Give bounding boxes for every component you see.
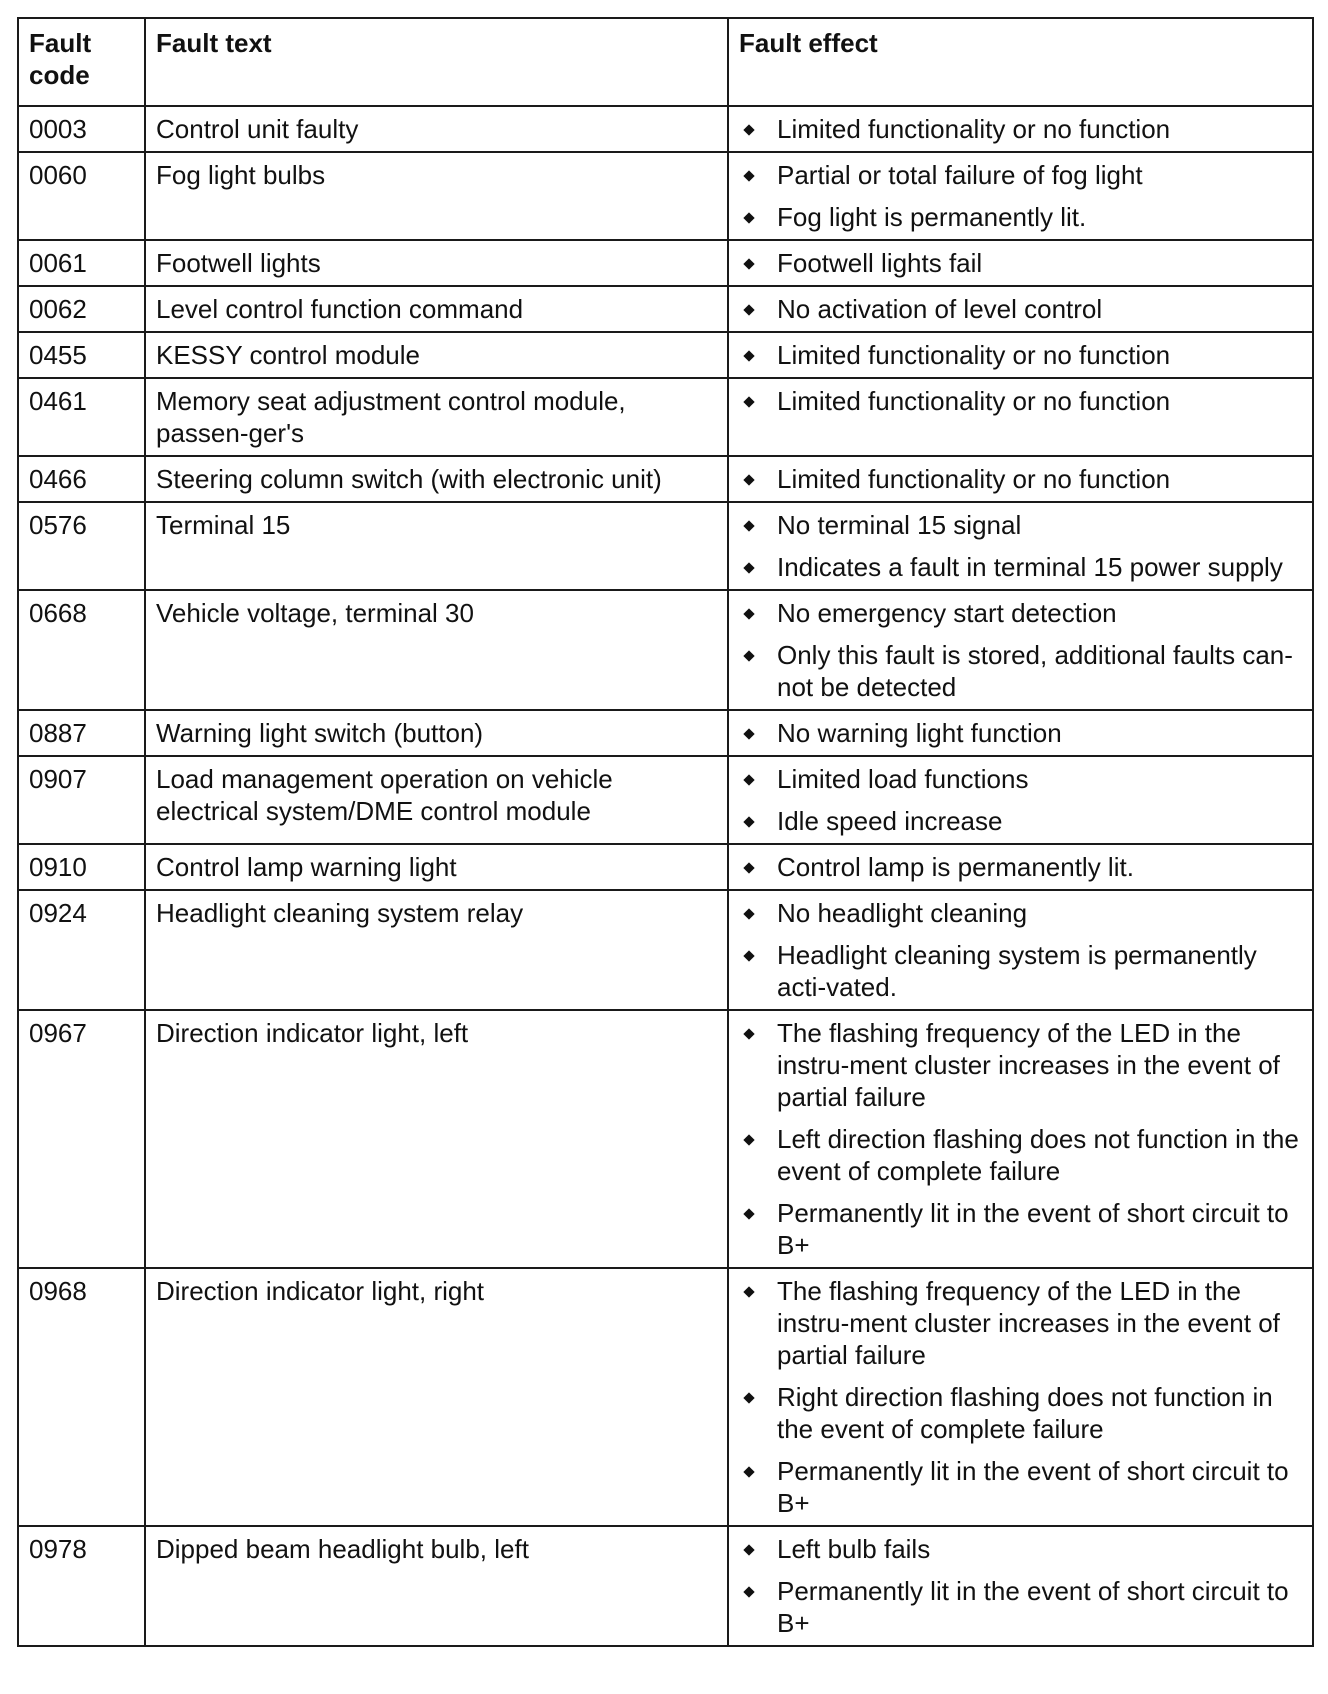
fault-code-cell: 0576 xyxy=(18,502,145,590)
fault-effect-item xyxy=(739,159,1302,191)
table-row xyxy=(18,106,1313,152)
fault-code-cell: 0003 xyxy=(18,106,145,152)
fault-effect-list xyxy=(739,463,1302,495)
fault-effect-list xyxy=(739,763,1302,837)
fault-effect-list xyxy=(739,597,1302,703)
fault-code-cell: 0887 xyxy=(18,710,145,756)
fault-effect-item xyxy=(739,1381,1302,1445)
fault-effect-cell xyxy=(728,590,1313,710)
diamond-bullet-icon xyxy=(743,212,754,223)
fault-effect-item xyxy=(739,763,1302,795)
fault-effect-cell xyxy=(728,1268,1313,1526)
fault-code-cell: 0978 xyxy=(18,1526,145,1646)
fault-text-cell: Direction indicator light, right xyxy=(145,1268,728,1526)
table-row xyxy=(18,590,1313,710)
fault-effect-text: Only this fault is stored, additional faults can-not be detected xyxy=(777,640,1293,702)
fault-effect-list xyxy=(739,159,1302,233)
fault-effect-cell xyxy=(728,106,1313,152)
fault-effect-item xyxy=(739,1197,1302,1261)
fault-effect-text: Fog light is permanently lit. xyxy=(777,202,1087,232)
fault-text-cell: Footwell lights xyxy=(145,240,728,286)
diamond-bullet-icon xyxy=(743,816,754,827)
fault-code-table xyxy=(17,17,1314,1647)
diamond-bullet-icon xyxy=(743,950,754,961)
fault-code-cell: 0062 xyxy=(18,286,145,332)
table-header-row xyxy=(18,18,1313,106)
fault-effect-item xyxy=(739,293,1302,325)
diamond-bullet-icon xyxy=(743,650,754,661)
fault-effect-item xyxy=(739,339,1302,371)
table-row xyxy=(18,1526,1313,1646)
fault-text-cell: Control unit faulty xyxy=(145,106,728,152)
diamond-bullet-icon xyxy=(743,258,754,269)
fault-effect-cell xyxy=(728,240,1313,286)
fault-text-cell: Warning light switch (button) xyxy=(145,710,728,756)
fault-effect-item xyxy=(739,1123,1302,1187)
diamond-bullet-icon xyxy=(743,1586,754,1597)
diamond-bullet-icon xyxy=(743,1544,754,1555)
fault-effect-text: Indicates a fault in terminal 15 power supply xyxy=(777,552,1283,582)
fault-code-cell: 0924 xyxy=(18,890,145,1010)
fault-effect-item xyxy=(739,597,1302,629)
fault-text-cell: Level control function command xyxy=(145,286,728,332)
fault-effect-item xyxy=(739,1575,1302,1639)
fault-code-cell: 0461 xyxy=(18,378,145,456)
fault-effect-cell xyxy=(728,332,1313,378)
fault-effect-item xyxy=(739,1533,1302,1565)
fault-effect-list xyxy=(739,509,1302,583)
diamond-bullet-icon xyxy=(743,1286,754,1297)
fault-text-cell: Terminal 15 xyxy=(145,502,728,590)
table-row xyxy=(18,378,1313,456)
fault-code-cell: 0968 xyxy=(18,1268,145,1526)
fault-text-cell: Fog light bulbs xyxy=(145,152,728,240)
fault-code-cell: 0967 xyxy=(18,1010,145,1268)
fault-effect-item xyxy=(739,805,1302,837)
fault-code-cell: 0466 xyxy=(18,456,145,502)
diamond-bullet-icon xyxy=(743,1392,754,1403)
fault-effect-list xyxy=(739,897,1302,1003)
fault-effect-list xyxy=(739,1275,1302,1519)
fault-effect-text: Left bulb fails xyxy=(777,1534,931,1564)
fault-effect-text: The flashing frequency of the LED in the instru-ment cluster increases in the event of partial failure xyxy=(777,1018,1280,1112)
column-header-fault-text: Fault text xyxy=(145,18,728,106)
fault-effect-item xyxy=(739,1017,1302,1113)
fault-effect-cell xyxy=(728,844,1313,890)
fault-effect-list xyxy=(739,247,1302,279)
fault-text-cell: Control lamp warning light xyxy=(145,844,728,890)
table-row xyxy=(18,890,1313,1010)
fault-effect-list xyxy=(739,293,1302,325)
table-row xyxy=(18,456,1313,502)
fault-effect-text: Permanently lit in the event of short circuit to B+ xyxy=(777,1456,1289,1518)
column-header-fault-effect: Fault effect xyxy=(728,18,1313,106)
fault-effect-list xyxy=(739,113,1302,145)
fault-effect-cell xyxy=(728,378,1313,456)
fault-effect-text: Footwell lights fail xyxy=(777,248,983,278)
table-row xyxy=(18,152,1313,240)
fault-effect-text: Control lamp is permanently lit. xyxy=(777,852,1134,882)
fault-effect-text: Limited load functions xyxy=(777,764,1029,794)
diamond-bullet-icon xyxy=(743,304,754,315)
fault-effect-item xyxy=(739,463,1302,495)
fault-effect-list xyxy=(739,385,1302,417)
fault-code-cell: 0060 xyxy=(18,152,145,240)
fault-effect-list xyxy=(739,851,1302,883)
diamond-bullet-icon xyxy=(743,170,754,181)
fault-effect-item xyxy=(739,939,1302,1003)
fault-effect-cell xyxy=(728,710,1313,756)
fault-text-cell: Load management operation on vehicle electrical system/DME control module xyxy=(145,756,728,844)
table-row xyxy=(18,756,1313,844)
table-row xyxy=(18,1010,1313,1268)
fault-effect-list xyxy=(739,1533,1302,1639)
diamond-bullet-icon xyxy=(743,350,754,361)
diamond-bullet-icon xyxy=(743,908,754,919)
fault-code-cell: 0907 xyxy=(18,756,145,844)
fault-effect-list xyxy=(739,1017,1302,1261)
fault-effect-item xyxy=(739,247,1302,279)
fault-text-cell: Direction indicator light, left xyxy=(145,1010,728,1268)
fault-code-cell: 0668 xyxy=(18,590,145,710)
fault-text-cell: KESSY control module xyxy=(145,332,728,378)
diamond-bullet-icon xyxy=(743,1208,754,1219)
fault-effect-text: No warning light function xyxy=(777,718,1062,748)
diamond-bullet-icon xyxy=(743,520,754,531)
fault-effect-text: No headlight cleaning xyxy=(777,898,1028,928)
diamond-bullet-icon xyxy=(743,728,754,739)
fault-effect-item xyxy=(739,385,1302,417)
fault-effect-item xyxy=(739,113,1302,145)
fault-effect-cell xyxy=(728,1010,1313,1268)
fault-code-cell: 0910 xyxy=(18,844,145,890)
fault-effect-text: Permanently lit in the event of short circuit to B+ xyxy=(777,1576,1289,1638)
fault-effect-text: Right direction flashing does not function in the event of complete failure xyxy=(777,1382,1273,1444)
fault-effect-cell xyxy=(728,890,1313,1010)
fault-text-cell: Memory seat adjustment control module, passen-ger's xyxy=(145,378,728,456)
table-row xyxy=(18,502,1313,590)
fault-effect-text: No activation of level control xyxy=(777,294,1103,324)
diamond-bullet-icon xyxy=(743,608,754,619)
fault-effect-text: Limited functionality or no function xyxy=(777,114,1171,144)
fault-text-cell: Headlight cleaning system relay xyxy=(145,890,728,1010)
fault-effect-list xyxy=(739,717,1302,749)
fault-effect-cell xyxy=(728,456,1313,502)
diamond-bullet-icon xyxy=(743,562,754,573)
fault-effect-item xyxy=(739,1455,1302,1519)
fault-effect-item xyxy=(739,897,1302,929)
fault-effect-item xyxy=(739,551,1302,583)
fault-effect-text: Idle speed increase xyxy=(777,806,1003,836)
fault-text-cell: Dipped beam headlight bulb, left xyxy=(145,1526,728,1646)
fault-effect-text: Headlight cleaning system is permanently acti-vated. xyxy=(777,940,1257,1002)
column-header-fault-code: Fault code xyxy=(18,18,145,106)
fault-code-cell: 0061 xyxy=(18,240,145,286)
fault-effect-item xyxy=(739,639,1302,703)
fault-effect-item xyxy=(739,717,1302,749)
fault-effect-list xyxy=(739,339,1302,371)
diamond-bullet-icon xyxy=(743,1134,754,1145)
fault-effect-cell xyxy=(728,756,1313,844)
table-row xyxy=(18,286,1313,332)
fault-effect-cell xyxy=(728,502,1313,590)
table-row xyxy=(18,240,1313,286)
fault-effect-cell xyxy=(728,286,1313,332)
fault-effect-text: Partial or total failure of fog light xyxy=(777,160,1143,190)
diamond-bullet-icon xyxy=(743,396,754,407)
fault-effect-text: No emergency start detection xyxy=(777,598,1117,628)
diamond-bullet-icon xyxy=(743,1466,754,1477)
fault-effect-item xyxy=(739,1275,1302,1371)
fault-effect-text: Limited functionality or no function xyxy=(777,386,1171,416)
fault-effect-text: Limited functionality or no function xyxy=(777,340,1171,370)
fault-effect-cell xyxy=(728,1526,1313,1646)
fault-effect-text: Left direction flashing does not function in the event of complete failure xyxy=(777,1124,1299,1186)
fault-code-cell: 0455 xyxy=(18,332,145,378)
fault-text-cell: Vehicle voltage, terminal 30 xyxy=(145,590,728,710)
fault-effect-text: Permanently lit in the event of short circuit to B+ xyxy=(777,1198,1289,1260)
fault-effect-text: No terminal 15 signal xyxy=(777,510,1022,540)
diamond-bullet-icon xyxy=(743,862,754,873)
table-row xyxy=(18,332,1313,378)
diamond-bullet-icon xyxy=(743,474,754,485)
table-row xyxy=(18,1268,1313,1526)
fault-effect-item xyxy=(739,851,1302,883)
fault-text-cell: Steering column switch (with electronic unit) xyxy=(145,456,728,502)
diamond-bullet-icon xyxy=(743,774,754,785)
fault-effect-text: The flashing frequency of the LED in the instru-ment cluster increases in the event of partial failure xyxy=(777,1276,1280,1370)
table-body xyxy=(18,106,1313,1646)
fault-effect-item xyxy=(739,509,1302,541)
table-row xyxy=(18,710,1313,756)
fault-effect-cell xyxy=(728,152,1313,240)
fault-effect-text: Limited functionality or no function xyxy=(777,464,1171,494)
diamond-bullet-icon xyxy=(743,1028,754,1039)
diamond-bullet-icon xyxy=(743,124,754,135)
fault-effect-item xyxy=(739,201,1302,233)
table-row xyxy=(18,844,1313,890)
